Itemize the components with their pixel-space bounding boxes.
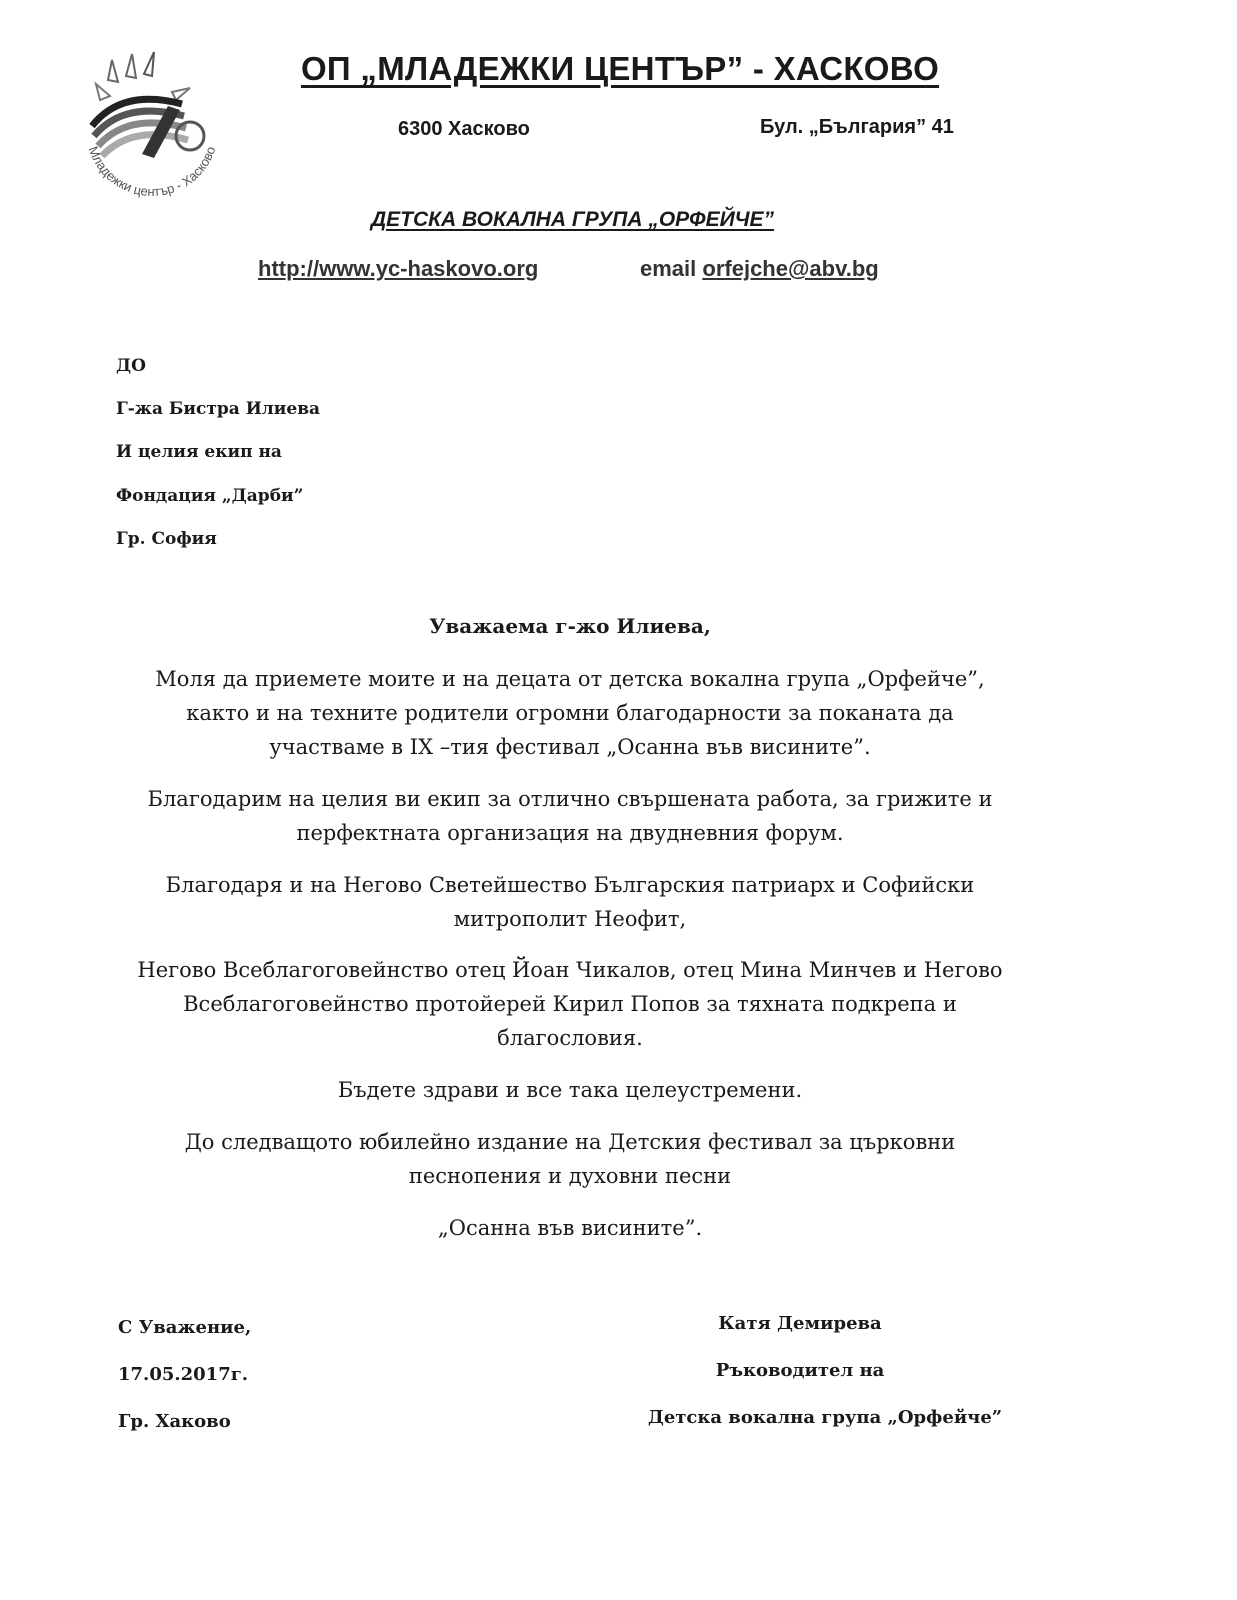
- signer-name: Катя Демирева: [718, 1313, 882, 1334]
- paragraph-line: Моля да приемете моите и на децата от детска вокална група „Орфейче”,: [155, 667, 985, 691]
- paragraph-line: песнопения и духовни песни: [408, 1164, 732, 1188]
- paragraph-line: благословия.: [497, 1026, 643, 1050]
- paragraph-line: „Осанна във висините”.: [437, 1216, 703, 1240]
- paragraph-next-edition: [100, 1125, 1040, 1193]
- letter-city: Гр. Хаково: [118, 1411, 231, 1432]
- paragraph-wishes: [100, 1073, 1040, 1107]
- paragraph-line: До следващото юбилейно издание на Детския фестивал за църковни: [184, 1130, 956, 1154]
- recipient-line-team: И целия екип на: [116, 442, 282, 462]
- paragraph-line: Негово Всеблагоговейнство отец Йоан Чикалов, отец Мина Минчев и Негово: [137, 958, 1003, 982]
- group-title: ДЕТСКА ВОКАЛНА ГРУПА „ОРФЕЙЧЕ”: [370, 208, 775, 231]
- website-link[interactable]: http://www.yc-haskovo.org: [258, 256, 539, 281]
- paragraph-line: както и на техните родители огромни благодарности за поканата да: [186, 701, 954, 725]
- paragraph-line: Благодаря и на Негово Светейшество Българския патриарх и Софийски: [165, 873, 975, 897]
- paragraph-line: Всеблагоговейнство протойерей Кирил Попов за тяхната подкрепа и: [183, 992, 957, 1016]
- recipient-line-to: ДО: [116, 356, 146, 376]
- youth-center-logo: [72, 48, 232, 208]
- address-street: Бул. „България” 41: [760, 116, 954, 138]
- paragraph-line: митрополит Неофит,: [453, 907, 687, 931]
- email-label: email: [640, 256, 697, 281]
- signer-group: Детска вокална група „Орфейче”: [647, 1407, 1003, 1428]
- paragraph-line: Бъдете здрави и все така целеустремени.: [337, 1078, 803, 1102]
- paragraph-festival-name: [100, 1211, 1040, 1245]
- paragraph-patriarch: [100, 868, 1040, 936]
- recipient-line-name: Г-жа Бистра Илиева: [116, 399, 321, 419]
- paragraph-line: участваме в IX –тия фестивал „Осанна във висините”.: [269, 735, 871, 759]
- paragraph-line: Благодарим на целия ви екип за отлично свършената работа, за грижите и: [147, 787, 993, 811]
- paragraph-thanks: [100, 662, 1040, 764]
- paragraph-team: [100, 782, 1040, 850]
- letter-date: 17.05.2017г.: [118, 1364, 249, 1385]
- email-link[interactable]: orfejche@abv.bg: [702, 256, 879, 281]
- closing-regards: С Уважение,: [118, 1317, 252, 1338]
- recipient-line-foundation: Фондация „Дарби”: [116, 486, 304, 506]
- organization-title: ОП „МЛАДЕЖКИ ЦЕНТЪР” - ХАСКОВО: [300, 50, 940, 87]
- address-city: 6300 Хасково: [398, 118, 530, 140]
- email-line: [640, 256, 879, 282]
- logo-caption: Младежки център - Хасково: [85, 144, 219, 200]
- paragraph-clergy: [100, 953, 1040, 1055]
- recipient-line-city: Гр. София: [116, 529, 217, 549]
- signer-role: Ръководител на: [715, 1360, 885, 1381]
- paragraph-line: перфектната организация на двудневния форум.: [296, 821, 844, 845]
- salutation: Уважаема г-жо Илиева,: [429, 614, 711, 638]
